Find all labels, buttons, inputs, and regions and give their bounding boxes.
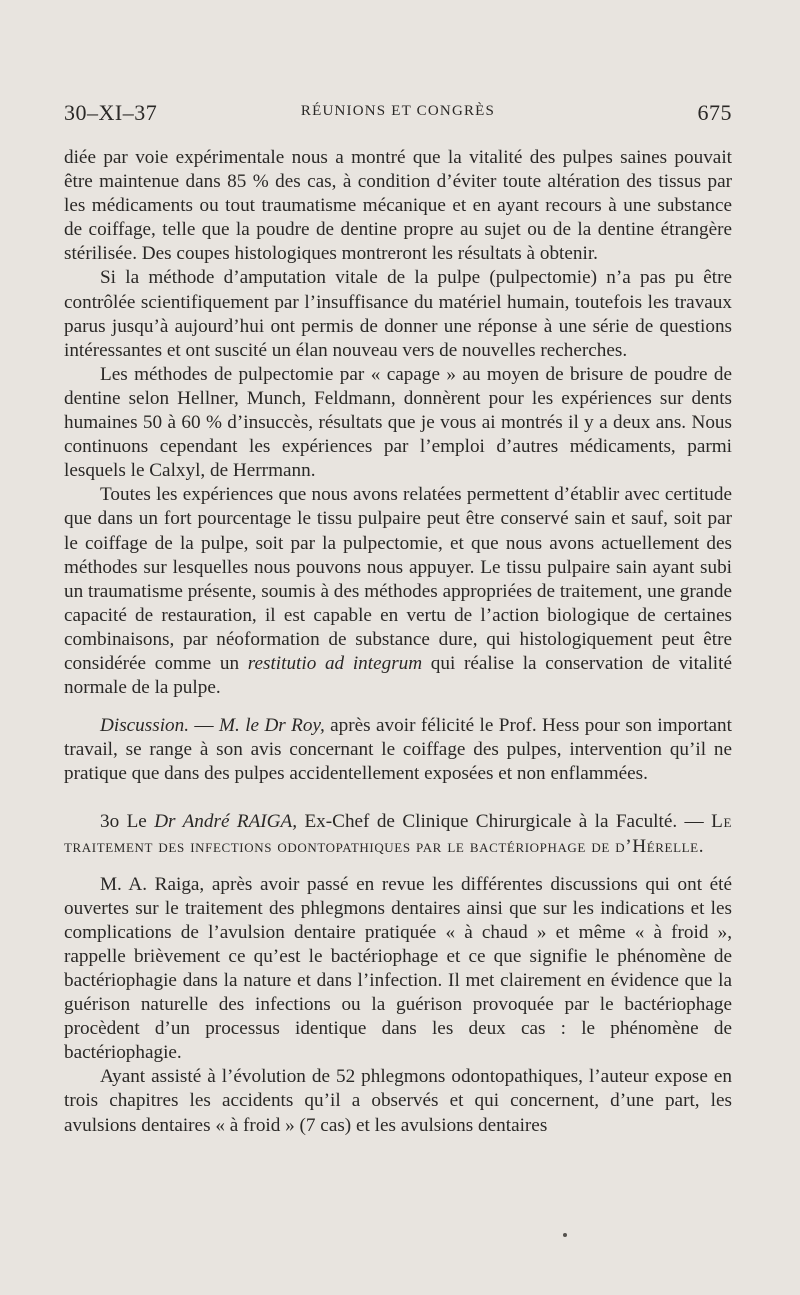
discussion-label: Discussion. — [100, 715, 190, 737]
item-3-author: Dr André RAIGA, — [154, 811, 298, 833]
spacer — [64, 786, 732, 810]
issue-date: 30–XI–37 — [64, 100, 158, 125]
running-head — [64, 100, 732, 130]
spacer — [64, 859, 732, 873]
discussion-paragraph — [64, 714, 732, 786]
item-3-title: Le traitement des infections odontopathiques par le bactériophage de d’Hérelle. — [64, 811, 732, 857]
paragraph-4-text: Toutes les expériences que nous avons relatées permettent d’établir avec certitude que dans un fort pourcentage le tissu pulpaire peut être conservé sain et sauf, soit par le coiffage de la pulpe, soit par la pulpectomie, et que nous avons actuellement des méthodes sur lesquelles nous pouvons nous appuyer. Le tissu pulpaire sain ayant subi un traumatisme présente, soumis à des méthodes appropriées de traitement, une grande capacité de restauration, il est capable en vertu de l’action biologique de certaines combinaisons, par néoformation de substance dure, qui histologiquement peut être considérée comme un — [64, 484, 732, 674]
paragraph-1: diée par voie expérimentale nous a montré que la vitalité des pulpes saines pouvait être maintenue dans 85 % des cas, à condition d’éviter toute altération des tissus par les médicaments ou tout traumatisme mécanique et en ayant recours à une substance de coiffage, telle que la poudre de dentine propre au sujet ou de la dentine étrangère stérilisée. Des coupes histologiques montreront les résultats à obtenir. — [64, 147, 732, 265]
article-body — [64, 146, 732, 1138]
item-3-number: 3o Le — [100, 811, 155, 833]
paragraph-6: Ayant assisté à l’évolution de 52 phlegmons odontopathiques, l’auteur expose en trois chapitres les accidents qu’il a observés et qui concernent, d’une part, les avulsions dentaires « à froid » (7 cas) et les avulsions dentaires — [64, 1066, 732, 1136]
paragraph-4 — [64, 483, 732, 700]
paragraph-2: Si la méthode d’amputation vitale de la pulpe (pulpectomie) n’a pas pu être contrôlée scientifiquement par l’insuffisance du matériel humain, toutefois les travaux parus jusqu’à aujourd’hui ont permis de donner une réponse à une série de questions intéressantes et ont suscité un élan nouveau vers de nouvelles recherches. — [64, 267, 732, 361]
spacer — [64, 700, 732, 714]
item-3-heading — [64, 810, 732, 858]
paragraph-3: Les méthodes de pulpectomie par « capage » au moyen de brisure de poudre de dentine selon Hellner, Munch, Feldmann, donnèrent pour les expériences sur dents humaines 50 à 60 % d’insuccès, résultats que je vous ai montrés il y a deux ans. Nous continuons cependant les expériences par l’emploi d’autres médicaments, parmi lesquels le Calxyl, de Herrmann. — [64, 363, 732, 482]
discussion-text: après avoir félicité le Prof. Hess pour son important travail, se range à son avis concernant le coiffage des pulpes, intervention qu’il ne pratique que dans des pulpes accidentellement exposées et non enflammées. — [64, 715, 732, 785]
item-3-affiliation: Ex-Chef de Clinique Chirurgicale à la Faculté. — — [297, 811, 712, 833]
section-title: RÉUNIONS ET CONGRÈS — [300, 103, 496, 119]
ink-speck — [563, 1233, 567, 1237]
page-number: 675 — [697, 100, 732, 125]
paragraph-4-end: qui réalise la conservation de vitalité normale de la pulpe. — [64, 652, 732, 699]
discussion-speaker: M. le Dr Roy, — [219, 715, 325, 737]
paragraph-5: M. A. Raiga, après avoir passé en revue les différentes discussions qui ont été ouvertes sur le traitement des phlegmons dentaires ainsi que sur les indications et les complications de l’avulsion dentaire pratiquée « à chaud » et même « à froid », rappelle brièvement ce qu’est le bactériophage et ce que signifie le phénomène de bactériophagie dans la nature et dans l’infection. Il met clairement en évidence que la guérison naturelle des infections ou la guérison provoquée par le bactériophage procèdent d’un processus identique dans les deux cas : le phénomène de bactériophagie. — [64, 873, 732, 1064]
latin-phrase: restitutio ad integrum — [247, 652, 423, 674]
discussion-dash: — — [189, 715, 220, 737]
